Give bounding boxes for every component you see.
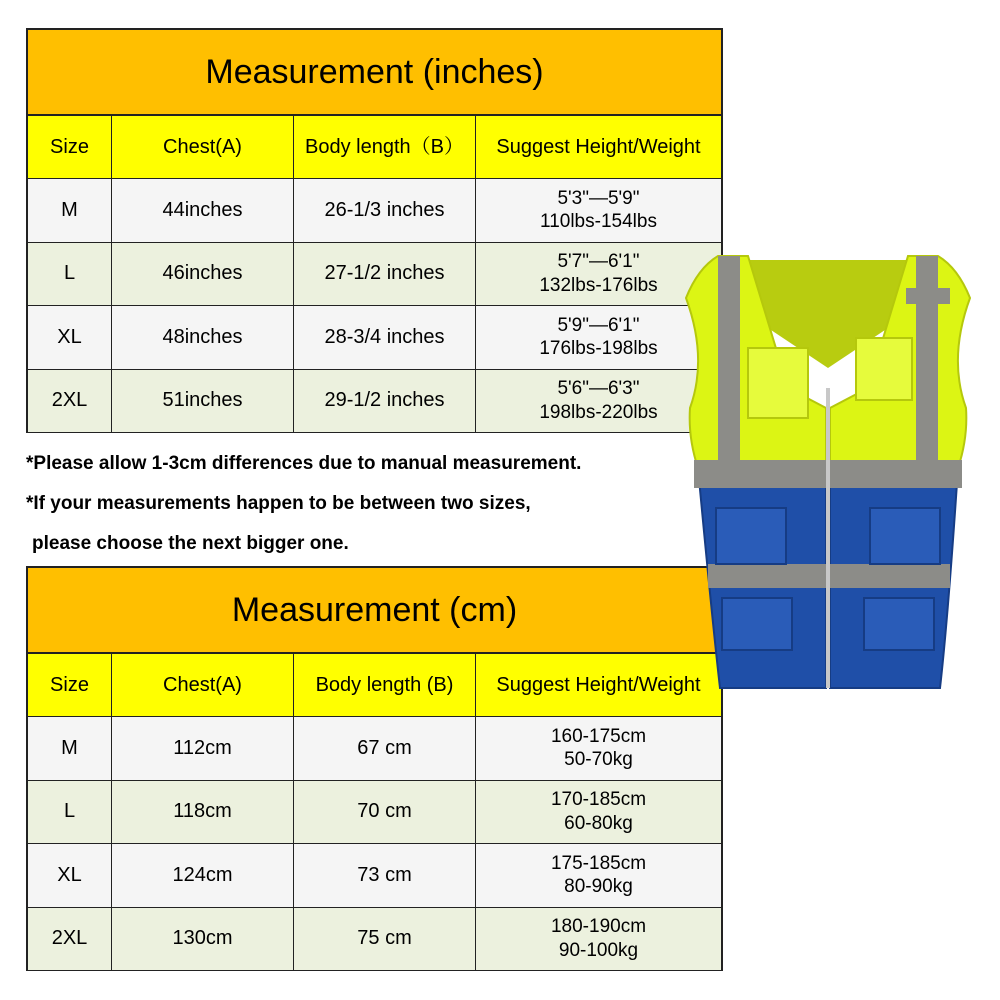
- header-chest: Chest(A): [112, 654, 294, 716]
- size-cell: XL: [28, 306, 112, 369]
- length-cell: 67 cm: [294, 717, 476, 780]
- size-cell: M: [28, 717, 112, 780]
- vest-left-chest-pocket: [748, 348, 808, 418]
- weight-range: 50-70kg: [564, 749, 633, 771]
- height-weight-cell: [476, 179, 721, 242]
- length-cell: 75 cm: [294, 908, 476, 971]
- height-range: 180-190cm: [550, 916, 647, 937]
- header-size: Size: [28, 116, 112, 178]
- table-row: [28, 844, 721, 908]
- weight-range: 80-90kg: [564, 876, 633, 898]
- length-cell: 26-1/3 inches: [294, 179, 476, 242]
- chest-cell: 118cm: [112, 781, 294, 844]
- table-row: [28, 179, 721, 243]
- chest-cell: 124cm: [112, 844, 294, 907]
- size-cell: XL: [28, 844, 112, 907]
- height-range: 175-185cm: [550, 852, 647, 874]
- chest-cell: 44inches: [112, 179, 294, 242]
- vest-right-lower-pocket: [870, 508, 940, 564]
- height-range: 5'7"—6'1": [557, 251, 640, 272]
- note-choose-bigger: please choose the next bigger one.: [32, 533, 349, 554]
- height-range: 170-185cm: [550, 789, 647, 810]
- header-body-length: Body length (B): [294, 654, 476, 716]
- weight-range: 110lbs-154lbs: [540, 211, 657, 233]
- table-row: [28, 306, 721, 370]
- inch-size-table: [26, 28, 723, 433]
- header-chest: Chest(A): [112, 116, 294, 178]
- table-row: [28, 243, 721, 307]
- table-row: [28, 908, 721, 972]
- vest-left-bottom-pocket: [722, 598, 792, 650]
- weight-range: 60-80kg: [564, 812, 633, 834]
- size-cell: M: [28, 179, 112, 242]
- height-weight-cell: [476, 844, 721, 907]
- cm-table-title: Measurement (cm): [28, 566, 721, 653]
- length-cell: 28-3/4 inches: [294, 306, 476, 369]
- safety-vest-image: [678, 238, 978, 700]
- table-row: [28, 717, 721, 781]
- length-cell: 70 cm: [294, 781, 476, 844]
- vest-right-chest-pocket: [856, 338, 912, 400]
- length-cell: 29-1/2 inches: [294, 370, 476, 433]
- chest-cell: 48inches: [112, 306, 294, 369]
- vest-left-lower-pocket: [716, 508, 786, 564]
- size-cell: 2XL: [28, 908, 112, 971]
- size-cell: L: [28, 781, 112, 844]
- measurement-notes: [26, 452, 581, 572]
- height-weight-cell: [476, 717, 721, 780]
- chest-cell: 46inches: [112, 243, 294, 306]
- note-between-sizes: *If your measurements happen to be between two sizes,: [26, 493, 531, 514]
- weight-range: 132lbs-176lbs: [539, 274, 658, 296]
- header-body-length: Body length（B）: [294, 116, 476, 178]
- vest-right-bottom-pocket: [864, 598, 934, 650]
- vest-left-vertical-stripe: [718, 256, 740, 470]
- height-weight-cell: [476, 908, 721, 971]
- table-row: [28, 781, 721, 845]
- header-height-weight: Suggest Height/Weight: [496, 135, 701, 158]
- header-height-weight: Suggest Height/Weight: [496, 673, 701, 696]
- weight-range: 176lbs-198lbs: [539, 338, 658, 360]
- size-cell: 2XL: [28, 370, 112, 433]
- cm-size-table: [26, 566, 723, 971]
- vest-shoulder-tab: [906, 288, 950, 304]
- height-range: 5'3"—5'9": [557, 187, 640, 209]
- length-cell: 27-1/2 inches: [294, 243, 476, 306]
- inch-table-title: Measurement (inches): [28, 28, 721, 115]
- table-row: [28, 370, 721, 434]
- height-range: 5'9"—6'1": [557, 314, 640, 336]
- chest-cell: 51inches: [112, 370, 294, 433]
- note-tolerance: *Please allow 1-3cm differences due to manual measurement.: [26, 453, 582, 474]
- chest-cell: 112cm: [112, 717, 294, 780]
- height-weight-cell: [476, 781, 721, 844]
- height-range: 160-175cm: [550, 725, 647, 747]
- size-cell: L: [28, 243, 112, 306]
- length-cell: 73 cm: [294, 844, 476, 907]
- cm-table-header-row: [28, 653, 721, 717]
- weight-range: 90-100kg: [558, 939, 639, 961]
- header-size: Size: [28, 654, 112, 716]
- height-range: 5'6"—6'3": [557, 378, 640, 399]
- chest-cell: 130cm: [112, 908, 294, 971]
- inch-table-header-row: [28, 115, 721, 179]
- weight-range: 198lbs-220lbs: [539, 401, 658, 423]
